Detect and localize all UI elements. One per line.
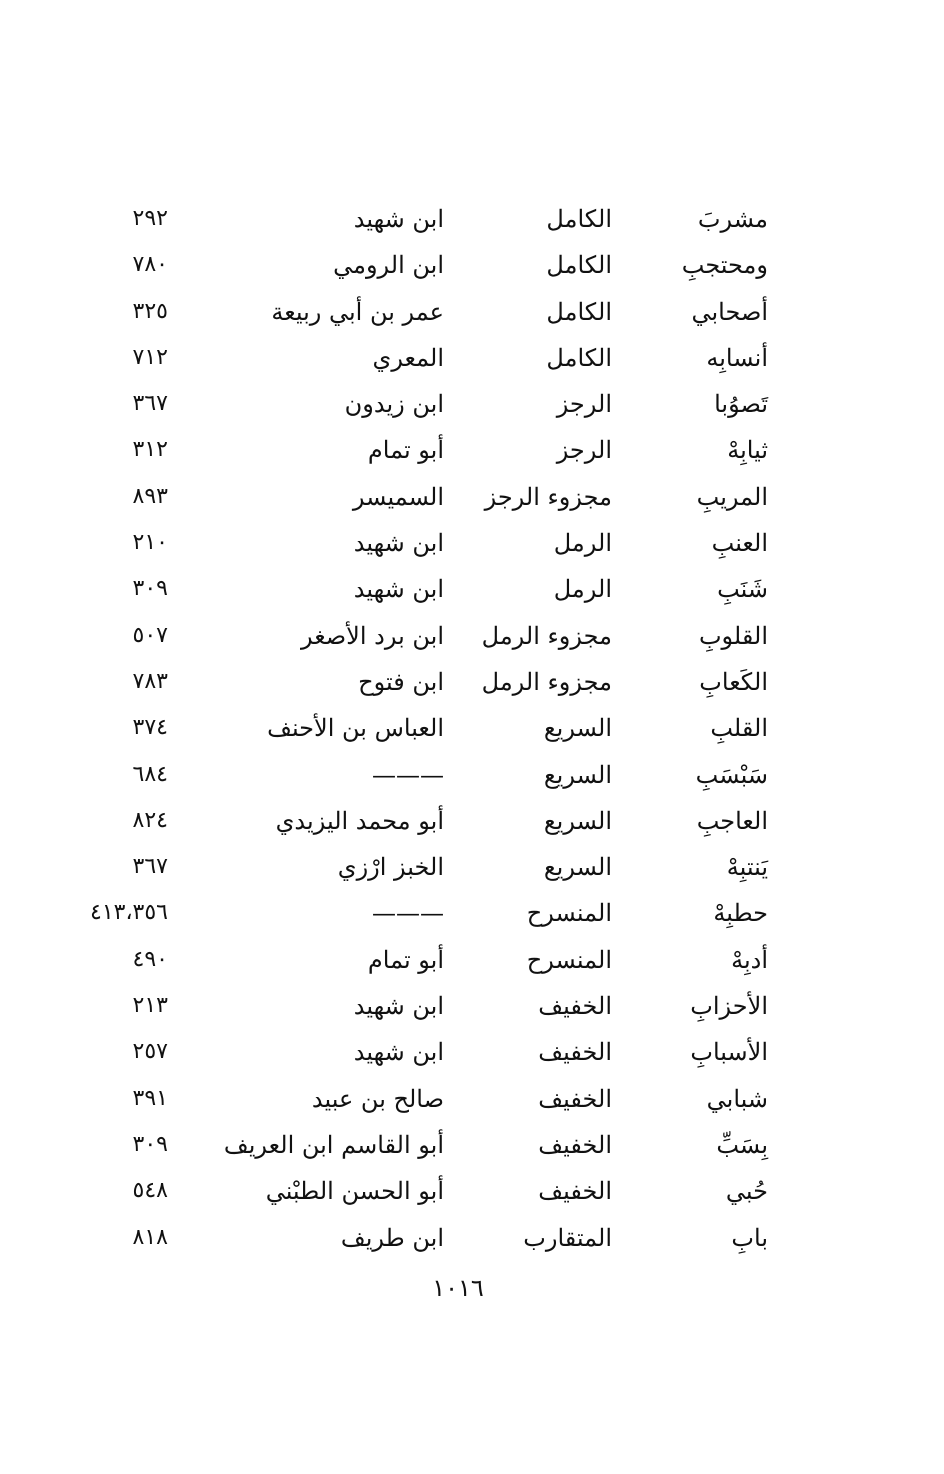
table-row — [0, 566, 944, 612]
rhyme-cell: العاجبِ — [696, 806, 768, 835]
poet-cell: أبو الحسن الطبْني — [265, 1177, 444, 1206]
meter-cell: الخفيف — [538, 1084, 612, 1113]
poet-cell: ——— — [372, 899, 444, 928]
rhyme-index-table — [0, 196, 944, 1261]
table-row — [0, 1168, 944, 1214]
table-row — [0, 844, 944, 890]
rhyme-cell: سَبْسَبِ — [695, 760, 768, 789]
table-row — [0, 659, 944, 705]
page-ref-cell: ٣٢٥ — [132, 298, 168, 324]
table-row — [0, 613, 944, 659]
meter-cell: السريع — [543, 760, 612, 789]
page-ref-cell: ٧١٢ — [132, 344, 168, 370]
page-ref-cell: ٣٧٤ — [132, 715, 168, 741]
meter-cell: الخفيف — [538, 1177, 612, 1206]
meter-cell: مجزوء الرمل — [481, 667, 612, 696]
page-ref-cell: ٦٨٤ — [132, 761, 168, 787]
rhyme-cell: أدبِهْ — [731, 945, 768, 974]
poet-cell: ——— — [372, 760, 444, 789]
rhyme-cell: أصحابي — [691, 297, 768, 326]
meter-cell: الرجز — [556, 390, 612, 419]
poet-cell: ابن زيدون — [344, 390, 444, 419]
page-ref-cell: ٢٥٧ — [132, 1039, 168, 1065]
page-ref-cell: ٣٠٩ — [132, 576, 168, 602]
poet-cell: أبو محمد اليزيدي — [275, 806, 444, 835]
table-row — [0, 474, 944, 520]
page-ref-cell: ٢١٣ — [132, 993, 168, 1019]
meter-cell: الخفيف — [538, 1130, 612, 1159]
meter-cell: المتقارب — [523, 1223, 612, 1252]
table-row — [0, 1215, 944, 1261]
rhyme-cell: أنسابِه — [706, 343, 768, 372]
poet-cell: السميسر — [352, 482, 444, 511]
rhyme-cell: ومحتجبِ — [681, 251, 768, 280]
page-ref-cell: ٧٨٣ — [132, 668, 168, 694]
meter-cell: الخفيف — [538, 1038, 612, 1067]
poet-cell: ابن طريف — [340, 1223, 444, 1252]
table-row — [0, 196, 944, 242]
meter-cell: السريع — [543, 806, 612, 835]
meter-cell: مجزوء الرمل — [481, 621, 612, 650]
table-row — [0, 335, 944, 381]
page-ref-cell: ٣٦٧ — [132, 854, 168, 880]
poet-cell: الخبز ارْزي — [337, 853, 444, 882]
page-ref-cell: ٥٤٨ — [132, 1178, 168, 1204]
page-ref-cell: ٣١٢ — [132, 437, 168, 463]
rhyme-cell: القلبِ — [710, 714, 768, 743]
rhyme-cell: حُبي — [725, 1177, 768, 1206]
poet-cell: ابن الرومي — [333, 251, 444, 280]
table-row — [0, 752, 944, 798]
poet-cell: ابن شهيد — [353, 1038, 444, 1067]
rhyme-cell: ثيابِهْ — [727, 436, 768, 465]
meter-cell: الرمل — [553, 575, 612, 604]
table-row — [0, 1076, 944, 1122]
rhyme-cell: العنبِ — [711, 529, 768, 558]
poet-cell: أبو القاسم ابن العريف — [223, 1130, 444, 1159]
poet-cell: ابن شهيد — [353, 205, 444, 233]
page-ref-cell: ٢٩٢ — [132, 206, 168, 231]
poet-cell: العباس بن الأحنف — [267, 714, 444, 743]
page-ref-cell: ٢١٠ — [132, 530, 168, 556]
rhyme-cell: مشربَ — [697, 205, 768, 233]
table-row — [0, 937, 944, 983]
rhyme-cell: الأحزابِ — [690, 992, 768, 1021]
poet-cell: المعري — [372, 343, 444, 372]
table-row — [0, 289, 944, 335]
meter-cell: الكامل — [546, 343, 612, 372]
table-row — [0, 1122, 944, 1168]
page-ref-cell: ٣٦٧ — [132, 391, 168, 417]
table-row — [0, 983, 944, 1029]
meter-cell: الرجز — [556, 436, 612, 465]
meter-cell: السريع — [543, 853, 612, 882]
page-ref-cell: ٤٩٠ — [132, 946, 168, 972]
rhyme-cell: تَصوُبا — [714, 390, 768, 419]
poet-cell: أبو تمام — [367, 945, 444, 974]
rhyme-cell: بابِ — [731, 1223, 768, 1252]
table-row — [0, 427, 944, 473]
rhyme-cell: شبابي — [706, 1084, 768, 1113]
rhyme-cell: حطبِهْ — [713, 899, 768, 928]
page-ref-cell: ٤١٣،٣٥٦ — [90, 900, 168, 926]
meter-cell: الخفيف — [538, 992, 612, 1021]
rhyme-cell: المريبِ — [696, 482, 768, 511]
page-ref-cell: ٨٩٣ — [132, 483, 168, 509]
rhyme-cell: شَنَبِ — [717, 575, 768, 604]
page-number: ١٠١٦ — [432, 1274, 484, 1302]
page-ref-cell: ٧٨٠ — [132, 252, 168, 278]
table-row — [0, 520, 944, 566]
meter-cell: المنسرح — [526, 945, 612, 974]
table-row — [0, 1029, 944, 1075]
table-row — [0, 798, 944, 844]
meter-cell: مجزوء الرجز — [484, 482, 612, 511]
rhyme-cell: القلوبِ — [698, 621, 768, 650]
rhyme-cell: الأسبابِ — [690, 1038, 768, 1067]
page-ref-cell: ٥٠٧ — [132, 622, 168, 648]
table-row — [0, 242, 944, 288]
poet-cell: ابن شهيد — [353, 992, 444, 1021]
rhyme-cell: بِسَبِّ — [716, 1130, 768, 1159]
poet-cell: ابن فتوح — [358, 667, 444, 696]
poet-cell: ابن برد الأصغر — [300, 621, 444, 650]
meter-cell: الكامل — [546, 205, 612, 233]
poet-cell: صالح بن عبيد — [311, 1084, 444, 1113]
poet-cell: ابن شهيد — [353, 529, 444, 558]
table-row — [0, 381, 944, 427]
meter-cell: الكامل — [546, 297, 612, 326]
poet-cell: ابن شهيد — [353, 575, 444, 604]
meter-cell: المنسرح — [526, 899, 612, 928]
page-ref-cell: ٣٠٩ — [132, 1131, 168, 1157]
rhyme-cell: يَنتبِهْ — [726, 853, 768, 882]
page-ref-cell: ٨١٨ — [132, 1224, 168, 1250]
poet-cell: عمر بن أبي ربيعة — [271, 297, 444, 326]
table-row — [0, 890, 944, 936]
rhyme-cell: الكَعابِ — [699, 667, 768, 696]
page-ref-cell: ٣٩١ — [132, 1085, 168, 1111]
meter-cell: الكامل — [546, 251, 612, 280]
meter-cell: الرمل — [553, 529, 612, 558]
table-row — [0, 705, 944, 751]
page-ref-cell: ٨٢٤ — [132, 807, 168, 833]
poet-cell: أبو تمام — [367, 436, 444, 465]
meter-cell: السريع — [543, 714, 612, 743]
